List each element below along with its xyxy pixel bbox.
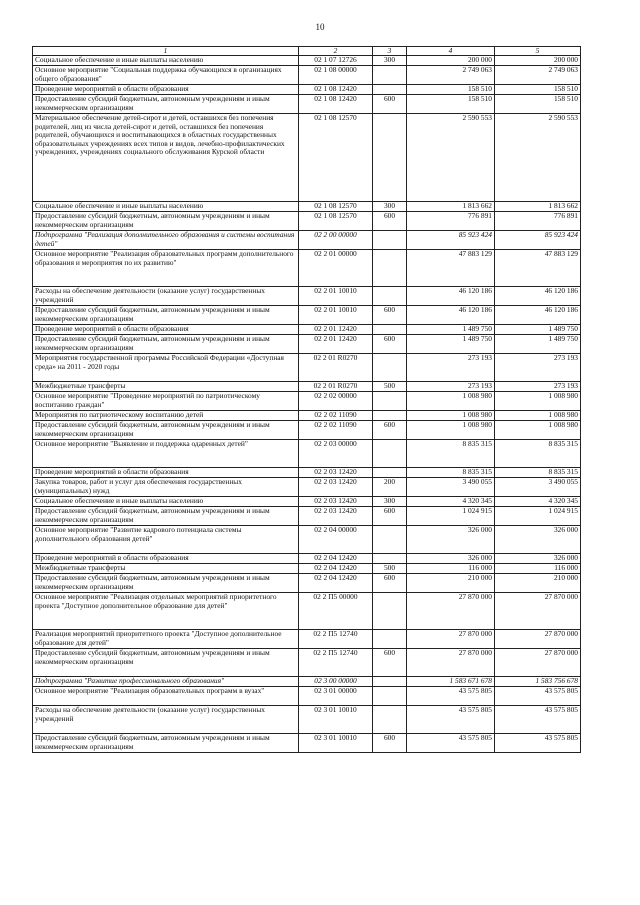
row-type-cell xyxy=(373,687,407,706)
row-amount-1-cell: 200 000 xyxy=(407,56,495,66)
table-row xyxy=(33,95,581,114)
row-amount-1-cell: 85 923 424 xyxy=(407,231,495,250)
row-amount-1-cell: 210 000 xyxy=(407,574,495,593)
row-amount-1-cell: 4 320 345 xyxy=(407,497,495,507)
row-type-cell xyxy=(373,114,407,202)
table-row xyxy=(33,468,581,478)
table-row xyxy=(33,66,581,85)
row-type-cell xyxy=(373,630,407,649)
row-amount-1-cell: 273 193 xyxy=(407,354,495,382)
row-amount-2-cell: 1 024 915 xyxy=(495,507,581,526)
row-name-cell: Расходы на обеспечение деятельности (оказание услуг) государственных учреждений xyxy=(33,706,299,734)
row-amount-2-cell: 1 489 750 xyxy=(495,335,581,354)
row-code-cell: 02 1 08 12420 xyxy=(299,85,373,95)
row-name-cell: Основное мероприятие "Реализация образовательных программ в вузах" xyxy=(33,687,299,706)
row-name-cell: Основное мероприятие "Социальная поддержка обучающихся в организациях общего образования" xyxy=(33,66,299,85)
row-amount-1-cell: 27 870 000 xyxy=(407,649,495,677)
row-amount-2-cell: 273 193 xyxy=(495,382,581,392)
row-code-cell: 02 2 02 00000 xyxy=(299,392,373,411)
row-amount-1-cell: 116 000 xyxy=(407,564,495,574)
header-cell: 4 xyxy=(407,47,495,56)
row-type-cell: 300 xyxy=(373,202,407,212)
row-code-cell: 02 1 08 12570 xyxy=(299,114,373,202)
row-amount-2-cell: 46 120 186 xyxy=(495,306,581,325)
row-type-cell: 600 xyxy=(373,507,407,526)
row-code-cell: 02 2 П5 00000 xyxy=(299,593,373,630)
table-row xyxy=(33,630,581,649)
row-type-cell: 600 xyxy=(373,574,407,593)
row-name-cell: Предоставление субсидий бюджетным, автономным учреждениям и иным некоммерческим организациям xyxy=(33,649,299,677)
table-row xyxy=(33,649,581,677)
row-code-cell: 02 3 00 00000 xyxy=(299,677,373,687)
table-row xyxy=(33,354,581,382)
row-amount-1-cell: 1 008 980 xyxy=(407,421,495,440)
row-name-cell: Закупка товаров, работ и услуг для обеспечения государственных (муниципальных) нужд xyxy=(33,478,299,497)
row-name-cell: Материальное обеспечение детей-сирот и детей, оставшихся без попечения родителей, лиц из числа детей-сирот и детей, оставшихся без попечения родителей, обучающихся и воспитывающихся в областных государственных образовательных учреждениях всех типов и видов, лечебно-профилактических учреждениях, учреждениях социального обслуживания Курской области xyxy=(33,114,299,202)
row-type-cell xyxy=(373,677,407,687)
row-name-cell: Мероприятия государственной программы Российской Федерации «Доступная среда» на 2011 - 2020 годы xyxy=(33,354,299,382)
table-row xyxy=(33,507,581,526)
table-row xyxy=(33,250,581,287)
row-code-cell: 02 1 08 12570 xyxy=(299,212,373,231)
row-amount-2-cell: 1 008 980 xyxy=(495,421,581,440)
row-amount-2-cell: 158 510 xyxy=(495,95,581,114)
row-type-cell: 600 xyxy=(373,335,407,354)
row-name-cell: Предоставление субсидий бюджетным, автономным учреждениям и иным некоммерческим организациям xyxy=(33,335,299,354)
row-code-cell: 02 2 02 11090 xyxy=(299,421,373,440)
row-amount-1-cell: 1 024 915 xyxy=(407,507,495,526)
row-amount-2-cell: 47 883 129 xyxy=(495,250,581,287)
row-amount-2-cell: 4 320 345 xyxy=(495,497,581,507)
table-row xyxy=(33,202,581,212)
row-name-cell: Социальное обеспечение и иные выплаты населению xyxy=(33,202,299,212)
row-type-cell xyxy=(373,354,407,382)
row-type-cell xyxy=(373,325,407,335)
row-code-cell: 02 3 01 00000 xyxy=(299,687,373,706)
row-name-cell: Предоставление субсидий бюджетным, автономным учреждениям и иным некоммерческим организациям xyxy=(33,421,299,440)
row-amount-2-cell: 3 490 055 xyxy=(495,478,581,497)
table-row xyxy=(33,593,581,630)
table-row xyxy=(33,56,581,66)
row-name-cell: Межбюджетные трансферты xyxy=(33,564,299,574)
row-name-cell: Предоставление субсидий бюджетным, автономным учреждениям и иным некоммерческим организациям xyxy=(33,95,299,114)
row-name-cell: Социальное обеспечение и иные выплаты населению xyxy=(33,497,299,507)
row-amount-2-cell: 8 835 315 xyxy=(495,440,581,468)
row-amount-2-cell: 85 923 424 xyxy=(495,231,581,250)
row-type-cell: 200 xyxy=(373,478,407,497)
row-type-cell: 600 xyxy=(373,306,407,325)
row-code-cell: 02 2 П5 12740 xyxy=(299,630,373,649)
row-amount-1-cell: 158 510 xyxy=(407,95,495,114)
row-amount-2-cell: 2 590 553 xyxy=(495,114,581,202)
row-name-cell: Предоставление субсидий бюджетным, автономным учреждениям и иным некоммерческим организациям xyxy=(33,507,299,526)
row-name-cell: Проведение мероприятий в области образования xyxy=(33,468,299,478)
row-type-cell xyxy=(373,66,407,85)
row-name-cell: Проведение мероприятий в области образования xyxy=(33,554,299,564)
row-name-cell: Основное мероприятие "Выявление и поддержка одаренных детей" xyxy=(33,440,299,468)
row-amount-1-cell: 8 835 315 xyxy=(407,440,495,468)
table-row xyxy=(33,440,581,468)
row-amount-2-cell: 43 575 805 xyxy=(495,734,581,753)
row-type-cell xyxy=(373,287,407,306)
row-name-cell: Подпрограмма "Реализация дополнительного образования и системы воспитания детей" xyxy=(33,231,299,250)
row-type-cell xyxy=(373,706,407,734)
row-amount-2-cell: 2 749 063 xyxy=(495,66,581,85)
row-name-cell: Предоставление субсидий бюджетным, автономным учреждениям и иным некоммерческим организациям xyxy=(33,574,299,593)
row-name-cell: Социальное обеспечение и иные выплаты населению xyxy=(33,56,299,66)
budget-table xyxy=(32,46,581,753)
row-code-cell: 02 2 03 12420 xyxy=(299,468,373,478)
row-amount-1-cell: 43 575 805 xyxy=(407,734,495,753)
row-code-cell: 02 2 01 12420 xyxy=(299,325,373,335)
table-row xyxy=(33,526,581,554)
row-amount-1-cell: 43 575 805 xyxy=(407,706,495,734)
row-code-cell: 02 1 07 12726 xyxy=(299,56,373,66)
row-type-cell: 600 xyxy=(373,421,407,440)
row-amount-1-cell: 2 749 063 xyxy=(407,66,495,85)
row-name-cell: Предоставление субсидий бюджетным, автономным учреждениям и иным некоммерческим организациям xyxy=(33,734,299,753)
row-code-cell: 02 1 08 12570 xyxy=(299,202,373,212)
row-type-cell xyxy=(373,250,407,287)
row-code-cell: 02 2 04 12420 xyxy=(299,554,373,564)
row-amount-1-cell: 1 008 980 xyxy=(407,392,495,411)
row-code-cell: 02 2 04 00000 xyxy=(299,526,373,554)
row-name-cell: Основное мероприятие "Реализация образовательных программ дополнительного образования и мероприятия по их развитию" xyxy=(33,250,299,287)
row-amount-2-cell: 326 000 xyxy=(495,554,581,564)
row-type-cell: 300 xyxy=(373,497,407,507)
row-type-cell xyxy=(373,411,407,421)
row-amount-2-cell: 43 575 805 xyxy=(495,706,581,734)
row-name-cell: Проведение мероприятий в области образования xyxy=(33,325,299,335)
row-amount-1-cell: 47 883 129 xyxy=(407,250,495,287)
row-type-cell: 600 xyxy=(373,734,407,753)
row-amount-1-cell: 1 489 750 xyxy=(407,325,495,335)
page-number: 10 xyxy=(315,22,325,32)
row-code-cell: 02 2 04 12420 xyxy=(299,574,373,593)
row-type-cell xyxy=(373,468,407,478)
table-row xyxy=(33,497,581,507)
row-code-cell: 02 2 03 12420 xyxy=(299,507,373,526)
row-type-cell: 600 xyxy=(373,649,407,677)
table-row xyxy=(33,85,581,95)
row-amount-1-cell: 1 583 671 678 xyxy=(407,677,495,687)
row-amount-1-cell: 46 120 186 xyxy=(407,287,495,306)
row-amount-2-cell: 27 870 000 xyxy=(495,593,581,630)
row-type-cell xyxy=(373,554,407,564)
row-name-cell: Подпрограмма "Развитие профессионального образования" xyxy=(33,677,299,687)
row-code-cell: 02 2 03 12420 xyxy=(299,497,373,507)
row-name-cell: Основное мероприятие "Развитие кадрового потенциала системы дополнительного образования детей" xyxy=(33,526,299,554)
row-amount-1-cell: 27 870 000 xyxy=(407,593,495,630)
row-code-cell: 02 2 01 R0270 xyxy=(299,354,373,382)
table-row xyxy=(33,411,581,421)
row-amount-1-cell: 43 575 805 xyxy=(407,687,495,706)
row-amount-2-cell: 210 000 xyxy=(495,574,581,593)
row-code-cell: 02 2 00 00000 xyxy=(299,231,373,250)
table-row xyxy=(33,421,581,440)
row-amount-1-cell: 3 490 055 xyxy=(407,478,495,497)
row-code-cell: 02 2 01 R0270 xyxy=(299,382,373,392)
row-type-cell xyxy=(373,593,407,630)
table-row xyxy=(33,287,581,306)
table-row xyxy=(33,677,581,687)
table-row xyxy=(33,687,581,706)
row-amount-1-cell: 8 835 315 xyxy=(407,468,495,478)
row-amount-2-cell: 1 813 662 xyxy=(495,202,581,212)
row-amount-1-cell: 27 870 000 xyxy=(407,630,495,649)
row-amount-2-cell: 158 510 xyxy=(495,85,581,95)
row-amount-1-cell: 2 590 553 xyxy=(407,114,495,202)
row-amount-2-cell: 1 583 756 678 xyxy=(495,677,581,687)
table-row xyxy=(33,574,581,593)
row-amount-1-cell: 1 813 662 xyxy=(407,202,495,212)
row-amount-2-cell: 116 000 xyxy=(495,564,581,574)
row-amount-2-cell: 273 193 xyxy=(495,354,581,382)
row-amount-1-cell: 1 008 980 xyxy=(407,411,495,421)
row-type-cell: 500 xyxy=(373,564,407,574)
row-amount-2-cell: 27 870 000 xyxy=(495,630,581,649)
row-amount-1-cell: 326 000 xyxy=(407,526,495,554)
row-amount-1-cell: 326 000 xyxy=(407,554,495,564)
row-type-cell xyxy=(373,392,407,411)
row-amount-2-cell: 1 489 750 xyxy=(495,325,581,335)
table-row xyxy=(33,325,581,335)
table-row xyxy=(33,306,581,325)
row-type-cell: 500 xyxy=(373,382,407,392)
row-type-cell xyxy=(373,440,407,468)
row-amount-2-cell: 200 000 xyxy=(495,56,581,66)
table-row xyxy=(33,706,581,734)
row-amount-1-cell: 1 489 750 xyxy=(407,335,495,354)
row-code-cell: 02 2 01 10010 xyxy=(299,287,373,306)
row-type-cell: 600 xyxy=(373,95,407,114)
header-cell: 2 xyxy=(299,47,373,56)
row-type-cell: 300 xyxy=(373,56,407,66)
row-type-cell xyxy=(373,526,407,554)
row-code-cell: 02 2 02 11090 xyxy=(299,411,373,421)
row-code-cell: 02 2 03 00000 xyxy=(299,440,373,468)
table-row xyxy=(33,231,581,250)
row-name-cell: Реализация мероприятий приоритетного проекта "Доступное дополнительное образование для детей" xyxy=(33,630,299,649)
row-type-cell: 600 xyxy=(373,212,407,231)
row-amount-2-cell: 1 008 980 xyxy=(495,392,581,411)
row-name-cell: Расходы на обеспечение деятельности (оказание услуг) государственных учреждений xyxy=(33,287,299,306)
row-code-cell: 02 3 01 10010 xyxy=(299,734,373,753)
row-amount-2-cell: 46 120 186 xyxy=(495,287,581,306)
row-type-cell xyxy=(373,231,407,250)
row-code-cell: 02 2 01 00000 xyxy=(299,250,373,287)
row-amount-1-cell: 46 120 186 xyxy=(407,306,495,325)
row-code-cell: 02 1 08 12420 xyxy=(299,95,373,114)
row-name-cell: Межбюджетные трансферты xyxy=(33,382,299,392)
header-cell: 3 xyxy=(373,47,407,56)
row-amount-2-cell: 1 008 980 xyxy=(495,411,581,421)
row-name-cell: Предоставление субсидий бюджетным, автономным учреждениям и иным некоммерческим организациям xyxy=(33,212,299,231)
row-amount-2-cell: 326 000 xyxy=(495,526,581,554)
table-row xyxy=(33,554,581,564)
row-amount-2-cell: 776 891 xyxy=(495,212,581,231)
row-amount-1-cell: 158 510 xyxy=(407,85,495,95)
row-name-cell: Основное мероприятие "Проведение мероприятий по патриотическому воспитанию граждан" xyxy=(33,392,299,411)
table-row xyxy=(33,564,581,574)
table-row xyxy=(33,478,581,497)
table-row xyxy=(33,382,581,392)
row-name-cell: Основное мероприятие "Реализация отдельных мероприятий приоритетного проекта "Доступное дополнительное образование для детей" xyxy=(33,593,299,630)
row-amount-2-cell: 27 870 000 xyxy=(495,649,581,677)
row-type-cell xyxy=(373,85,407,95)
row-name-cell: Предоставление субсидий бюджетным, автономным учреждениям и иным некоммерческим организациям xyxy=(33,306,299,325)
table-row xyxy=(33,335,581,354)
row-code-cell: 02 2 04 12420 xyxy=(299,564,373,574)
row-amount-2-cell: 8 835 315 xyxy=(495,468,581,478)
row-amount-2-cell: 43 575 805 xyxy=(495,687,581,706)
table-row xyxy=(33,734,581,753)
row-code-cell: 02 2 01 12420 xyxy=(299,335,373,354)
table-row xyxy=(33,392,581,411)
table-header-row xyxy=(33,47,581,56)
table-row xyxy=(33,212,581,231)
row-code-cell: 02 1 08 00000 xyxy=(299,66,373,85)
row-amount-1-cell: 776 891 xyxy=(407,212,495,231)
row-code-cell: 02 2 03 12420 xyxy=(299,478,373,497)
row-amount-1-cell: 273 193 xyxy=(407,382,495,392)
row-code-cell: 02 3 01 10010 xyxy=(299,706,373,734)
row-name-cell: Мероприятия по патриотическому воспитанию детей xyxy=(33,411,299,421)
row-name-cell: Проведение мероприятий в области образования xyxy=(33,85,299,95)
table-row xyxy=(33,114,581,202)
row-code-cell: 02 2 01 10010 xyxy=(299,306,373,325)
header-cell: 5 xyxy=(495,47,581,56)
row-code-cell: 02 2 П5 12740 xyxy=(299,649,373,677)
header-cell: 1 xyxy=(33,47,299,56)
